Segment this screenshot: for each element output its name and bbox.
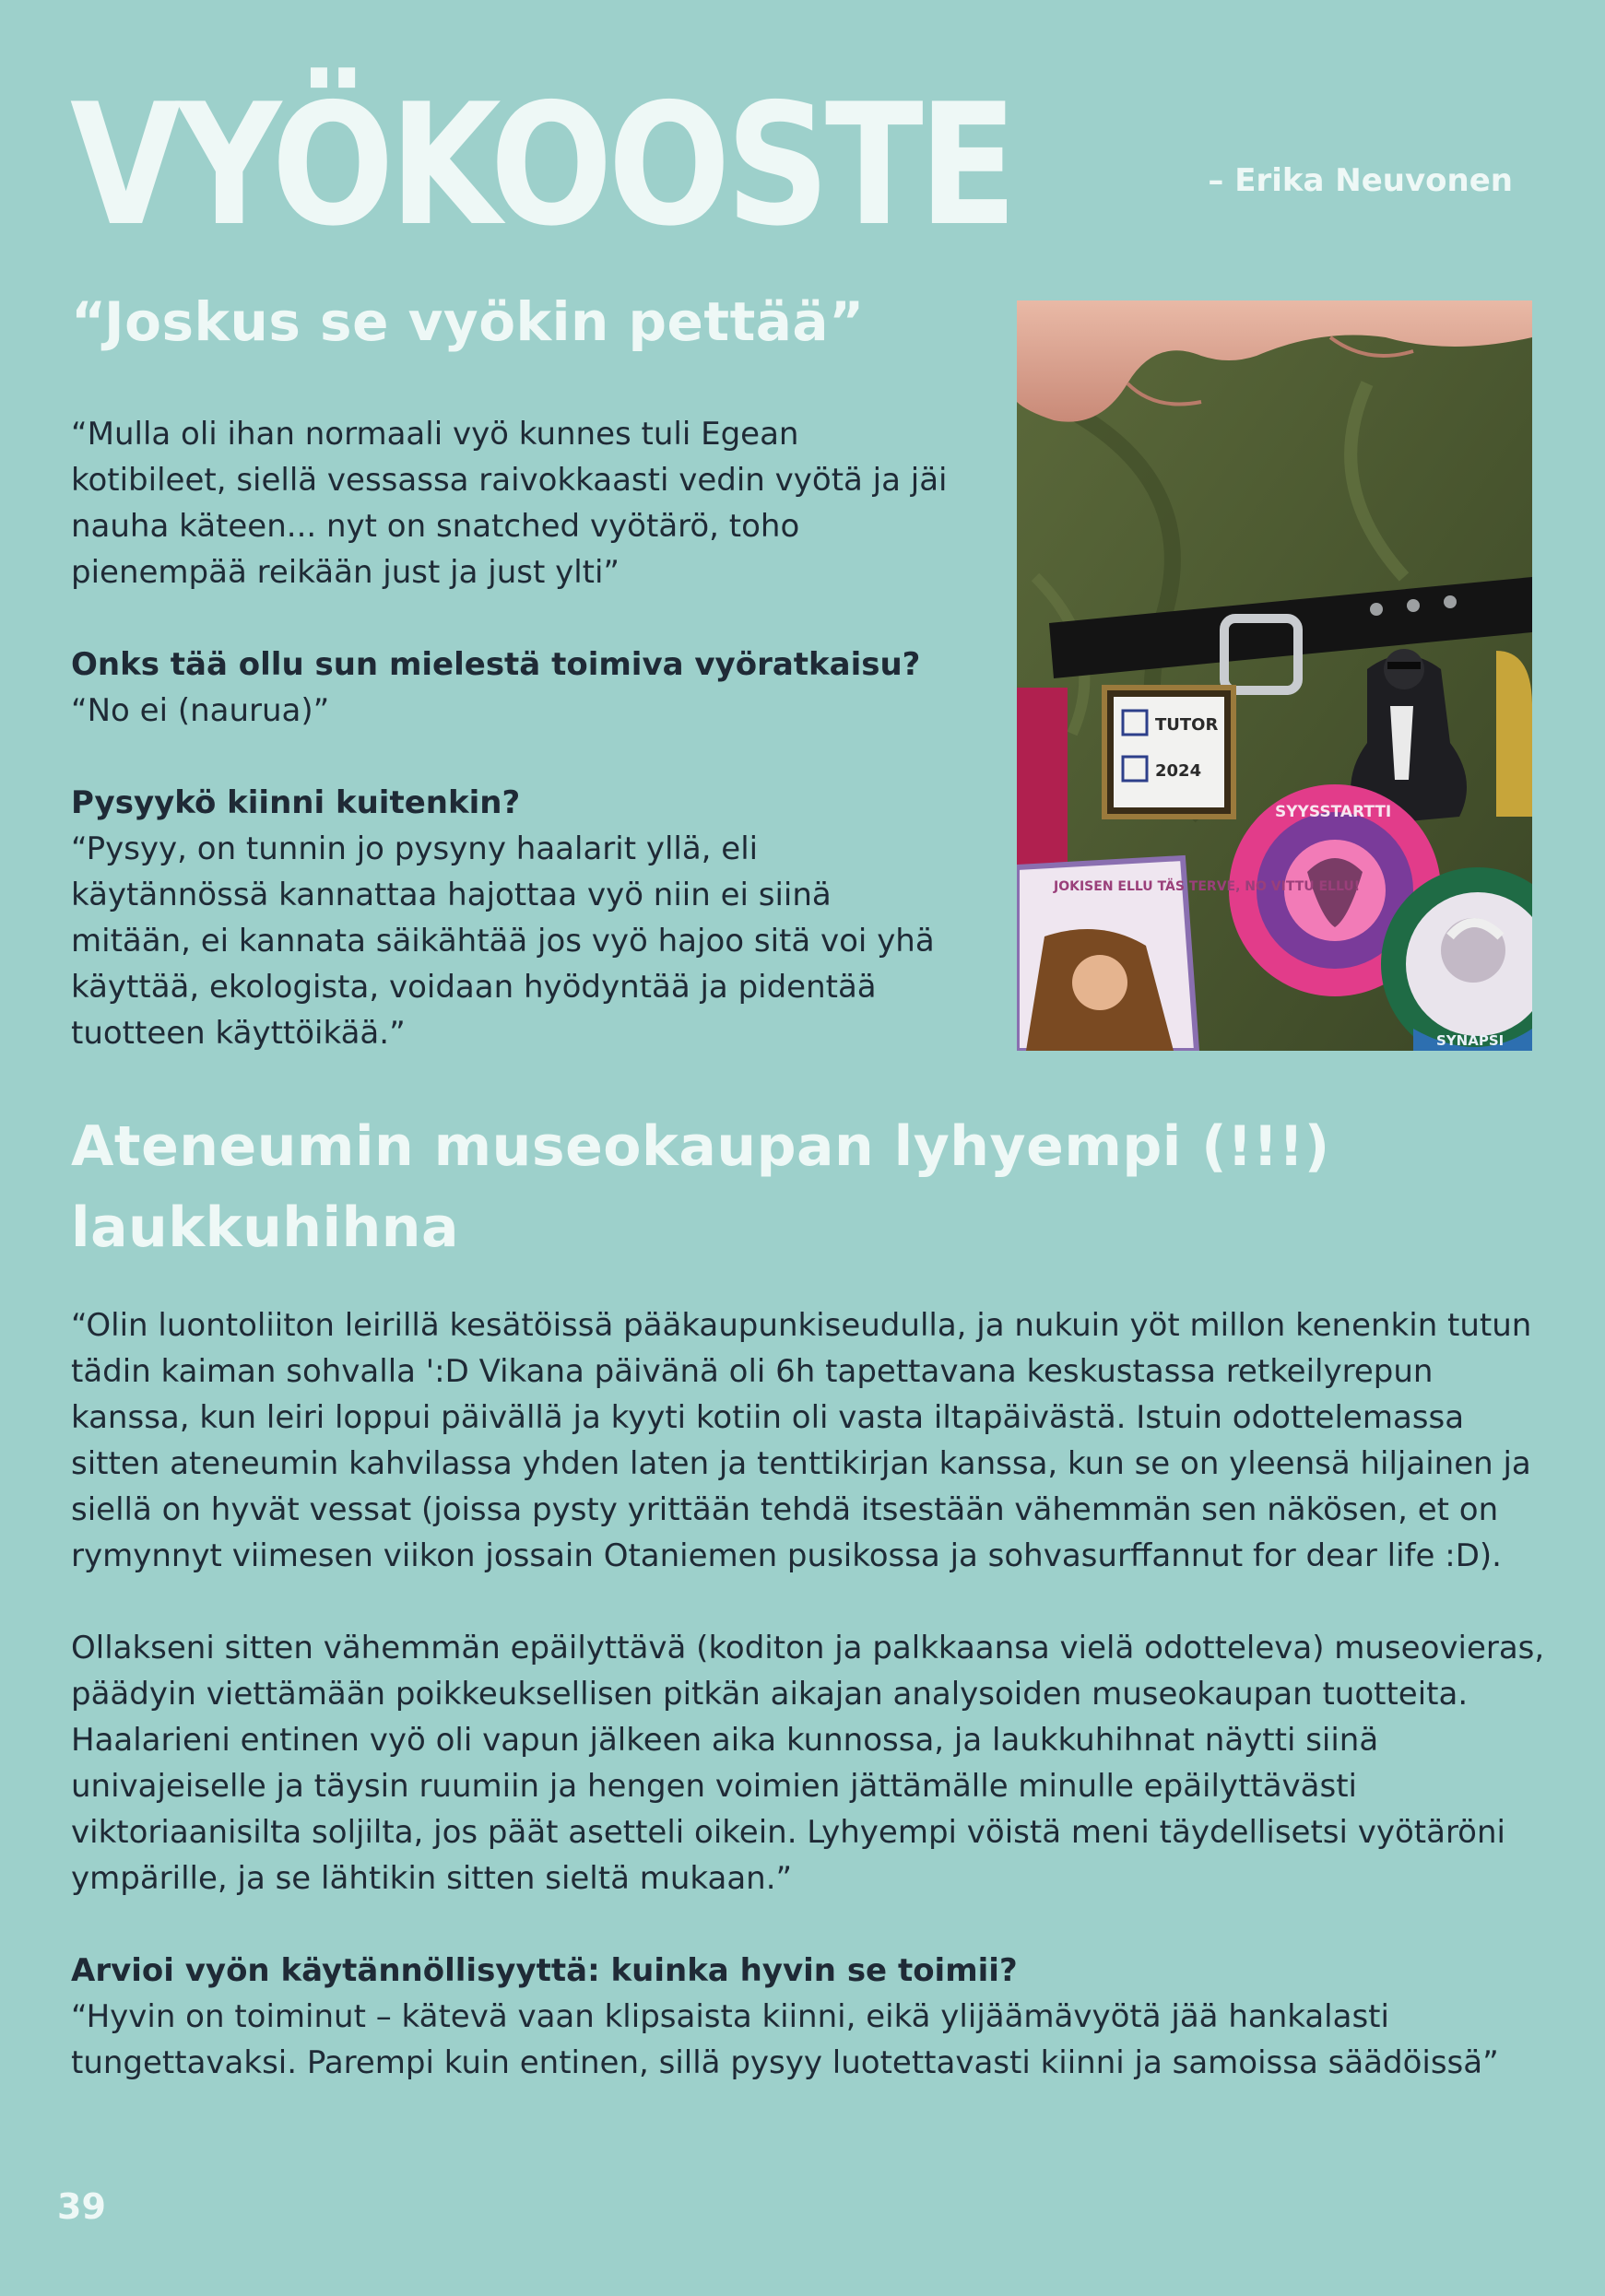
section-heading-2: Ateneumin museokaupan lyhyempi (!!!) laukkuhihna: [71, 1114, 1330, 1260]
interview-answer-1: “No ei (naurua)”: [71, 692, 330, 729]
paragraph-gap: [71, 734, 956, 780]
paragraph-gap: [71, 1579, 1546, 1625]
interview-answer-3: “Hyvin on toiminut – kätevä vaan klipsaista kiinni, eikä ylijäämävyötä jää hankalasti tungettavaksi. Parempi kuin entinen, sillä pysyy luotettavasti kiinni ja samoissa säädöissä”: [71, 1998, 1499, 2081]
paragraph-gap: [71, 1902, 1546, 1948]
belt-photo-illustration: [1017, 300, 1532, 1051]
patch-year-text: 2024: [1155, 761, 1202, 781]
patch-ellu-text: JOKISEN ELLU TÄS TERVE, NO VITTU ELLU!: [1054, 879, 1361, 894]
interview-answer-2: “Pysyy, on tunnin jo pysyny haalarit yllä, eli käytännössä kannattaa hajottaa vyö niin ei siinä mitään, ei kannata säikähtää jos vyö hajoo sitä voi yhä käyttää, ekologista, voidaan hyödyntää ja pidentää tuotteen käyttöikää.”: [71, 830, 935, 1052]
section-1-quote: “Mulla oli ihan normaali vyö kunnes tuli Egean kotibileet, siellä vessassa raivokkaasti vedin vyötä ja jäi nauha käteen... nyt on snatched vyötärö, toho pienempää reikään just ja just ylti”: [71, 416, 948, 591]
section-2-paragraph-2: Ollakseni sitten vähemmän epäilyttävä (koditon ja palkkaansa vielä odotteleva) museovieras, päädyin viettämään poikkeuksellisen pitkän aikajan analysoiden museokaupan tuotteita. Haalarieni entinen vyö oli vapun jälkeen aika kunnossa, ja laukkuhihnat näytti siinä univajeiselle ja täysin ruumiin ja hengen voimien jättämälle minulle epäilyttävästi viktoriaanisilta soljilta, jos päät asetteli oikein. Lyhyempi vöistä meni täydellisetsi vyötäröni ympärille, ja se lähtikin sitten sieltä mukaan.”: [71, 1630, 1545, 1897]
section-heading-1: “Joskus se vyökin pettää”: [71, 290, 865, 353]
page-title: VYÖKOOSTE: [70, 67, 1013, 263]
patch-sysstartti-text: SYYSSTARTTI: [1275, 803, 1392, 821]
section-1-body: [71, 411, 956, 1056]
patch-synapsi-text: SYNAPSI: [1436, 1032, 1505, 1049]
section-2-body: [71, 1302, 1546, 2086]
interview-question-3: Arvioi vyön käytännöllisyyttä: kuinka hyvin se toimii?: [71, 1952, 1018, 1989]
interview-question-2: Pysyykö kiinni kuitenkin?: [71, 784, 521, 821]
author-byline: – Erika Neuvonen: [1208, 162, 1513, 199]
paragraph-gap: [71, 595, 956, 642]
section-2-paragraph-1: “Olin luontoliiton leirillä kesätöissä pääkaupunkiseudulla, ja nukuin yöt millon kenenkin tutun tädin kaiman sohvalla ':D Vikana päivänä oli 6h tapettavana keskustassa retkeilyrepun kanssa, kun leiri loppui päivällä ja kyyti kotiin oli vasta iltapäivästä. Istuin odottelemassa sitten ateneumin kahvilassa yhden laten ja tenttikirjan kanssa, kun se on yleensä hiljainen ja siellä on hyvät vessat (joissa pysty yrittään tehdä itsestään vähemmän sen näkösen, et on rymynnyt viimesen viikon jossain Otaniemen pusikossa ja sohvasurffannut for dear life :D).: [71, 1307, 1532, 1574]
belt-photo: [1017, 300, 1532, 1051]
patch-tutor-text: TUTOR: [1155, 715, 1219, 735]
tutor-patch: [1104, 688, 1233, 817]
page-number: 39: [57, 2186, 106, 2227]
interview-question-1: Onks tää ollu sun mielestä toimiva vyöratkaisu?: [71, 646, 921, 683]
